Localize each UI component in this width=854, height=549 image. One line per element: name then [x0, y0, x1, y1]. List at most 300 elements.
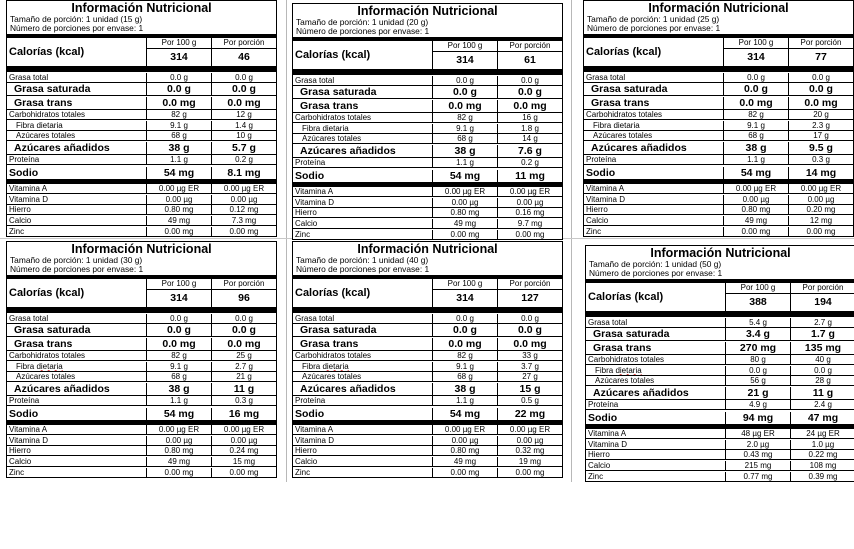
nutrient-row-sugars [293, 372, 562, 383]
value-per-serving: 0.0 mg [211, 97, 276, 109]
value-per-100g: 49 mg [146, 457, 211, 466]
nutrient-label [584, 121, 723, 130]
value-per-100g: 270 mg [725, 342, 790, 354]
nutrition-panel [585, 245, 854, 482]
value-per-100g: 3.4 g [725, 328, 790, 340]
nutrient-label: Grasa saturada [300, 86, 377, 98]
value-per-100g: 38 g [432, 383, 497, 395]
calories-per-serving: 127 [521, 292, 539, 304]
value-per-100g: 38 g [146, 383, 211, 395]
nutrient-row-trans-fat [586, 341, 854, 355]
nutrient-row-total-fat [586, 317, 854, 328]
value-per-100g: 0.80 mg [432, 208, 497, 217]
nutrient-label: Vitamina A [588, 429, 627, 438]
calories-label: Calorías (kcal) [586, 46, 662, 58]
value-per-serving: 135 mg [790, 342, 854, 354]
nutrient-row-protein [293, 396, 562, 407]
calories-per-serving: 46 [238, 51, 250, 63]
value-per-serving: 19 mg [497, 457, 562, 466]
nutrient-row-total-fat [584, 72, 853, 83]
nutrient-label: Proteína [9, 155, 40, 164]
value-per-100g: 0.0 g [432, 86, 497, 98]
value-per-serving: 0.00 µg ER [211, 425, 276, 434]
value-per-100g: 68 g [432, 134, 497, 143]
value-per-serving: 11 g [790, 387, 854, 399]
serving-size: Tamaño de porción: 1 unidad (20 g) [296, 17, 429, 27]
nutrient-row-trans-fat [584, 96, 853, 110]
fiber-label-word: dietaria [36, 361, 63, 371]
nutrient-label: Calcio [295, 218, 318, 228]
value-per-serving: 0.0 mg [497, 338, 562, 350]
value-per-serving: 11 g [211, 383, 276, 395]
nutrient-label: Zinc [586, 227, 602, 236]
nutrient-row-total-fat [293, 313, 562, 324]
value-per-serving: 0.0 g [497, 314, 562, 323]
value-per-serving: 0.00 µg ER [788, 184, 853, 193]
value-per-100g: 48 µg ER [725, 429, 790, 438]
nutrient-row-iron [293, 208, 562, 219]
nutrient-row-total-fat [7, 72, 276, 83]
value-per-100g: 0.00 µg [432, 198, 497, 207]
nutrient-row-added-sugars [584, 141, 853, 155]
nutrient-row-carbs [584, 110, 853, 121]
nutrient-label [7, 121, 146, 130]
value-per-serving: 47 mg [790, 412, 854, 424]
fiber-label-prefix: Fibra [302, 361, 323, 371]
nutrient-row-calcium [584, 215, 853, 226]
value-per-serving: 14 g [497, 134, 562, 143]
value-per-100g: 215 mg [725, 461, 790, 470]
nutrient-label: Grasa total [588, 317, 628, 327]
nutrient-row-vitamin-d [7, 194, 276, 205]
value-per-serving: 0.0 g [788, 83, 853, 95]
nutrition-panel [6, 241, 277, 478]
value-per-100g: 0.0 mg [146, 338, 211, 350]
value-per-100g: 5.4 g [725, 318, 790, 327]
nutrient-label: Grasa total [295, 313, 335, 323]
value-per-serving: 0.0 mg [788, 97, 853, 109]
value-per-serving: 0.32 mg [497, 446, 562, 455]
value-per-serving: 0.00 mg [497, 230, 562, 239]
value-per-100g: 9.1 g [432, 124, 497, 133]
nutrient-row-total-fat [7, 313, 276, 324]
value-per-100g: 1.1 g [432, 158, 497, 167]
value-per-100g: 0.0 mg [723, 97, 788, 109]
nutrient-row-saturated-fat [584, 83, 853, 97]
calories-label: Calorías (kcal) [295, 49, 371, 61]
fiber-label-word: dietaria [613, 120, 640, 130]
nutrient-label: Grasa total [295, 75, 335, 85]
nutrient-row-calcium [293, 456, 562, 467]
nutrient-row-saturated-fat [7, 83, 276, 97]
nutrient-label: Azúcares añadidos [300, 382, 396, 395]
panel-title: Información Nutricional [650, 246, 791, 260]
value-per-100g: 0.0 g [723, 83, 788, 95]
value-per-serving: 1.4 g [211, 121, 276, 130]
value-per-serving: 9.7 mg [497, 219, 562, 228]
nutrient-label: Hierro [588, 450, 610, 459]
value-per-serving: 0.0 g [211, 324, 276, 336]
nutrient-label: Grasa saturada [591, 83, 668, 95]
value-per-100g: 0.00 µg ER [146, 184, 211, 193]
nutrient-row-sodium [293, 406, 562, 420]
value-per-100g: 94 mg [725, 412, 790, 424]
nutrient-row-fiber [293, 361, 562, 372]
nutrient-label: Grasa trans [591, 96, 650, 109]
nutrient-label: Proteína [9, 396, 40, 405]
nutrient-label: Vitamina A [295, 425, 334, 434]
nutrient-label: Grasa total [9, 72, 49, 82]
nutrient-label: Grasa saturada [300, 324, 377, 336]
value-per-100g: 0.00 µg ER [432, 187, 497, 196]
nutrient-label: Grasa saturada [14, 83, 91, 95]
value-per-100g: 82 g [723, 110, 788, 119]
value-per-100g: 49 mg [432, 457, 497, 466]
value-per-100g: 49 mg [723, 216, 788, 225]
value-per-100g: 0.00 µg [146, 436, 211, 445]
nutrient-label: Vitamina D [295, 435, 334, 445]
calories-per-100g: 388 [749, 296, 767, 308]
serving-size: Tamaño de porción: 1 unidad (25 g) [587, 14, 720, 24]
value-per-serving: 0.0 g [788, 73, 853, 82]
value-per-serving: 0.0 g [497, 86, 562, 98]
value-per-100g: 49 mg [432, 219, 497, 228]
value-per-serving: 0.00 µg ER [211, 184, 276, 193]
value-per-serving: 2.4 g [790, 400, 854, 409]
nutrient-row-carbs [293, 351, 562, 362]
value-per-serving: 14 mg [788, 167, 853, 179]
value-per-serving: 12 mg [788, 216, 853, 225]
calories-per-serving: 77 [815, 51, 827, 63]
calories-per-100g: 314 [456, 54, 474, 66]
value-per-100g: 9.1 g [146, 121, 211, 130]
nutrient-row-sodium [584, 165, 853, 179]
nutrient-label: Vitamina D [9, 435, 48, 445]
nutrient-label: Zinc [588, 472, 604, 481]
calories-label: Calorías (kcal) [588, 291, 664, 303]
header-per-serving: Por porción [498, 279, 562, 290]
panel-title: Información Nutricional [71, 1, 212, 15]
nutrient-row-zinc [7, 467, 276, 478]
nutrient-label: Grasa saturada [14, 324, 91, 336]
nutrient-row-sodium [586, 410, 854, 424]
nutrient-label [7, 362, 146, 371]
nutrient-row-added-sugars [293, 382, 562, 396]
nutrient-row-sugars [584, 131, 853, 142]
servings-per-container: Número de porciones por envase: 1 [296, 26, 430, 36]
nutrient-row-vitamin-d [586, 439, 854, 450]
nutrient-label: Carbohidratos totales [9, 351, 86, 360]
value-per-100g: 1.1 g [146, 155, 211, 164]
value-per-100g: 0.0 mg [432, 338, 497, 350]
nutrient-row-trans-fat [293, 337, 562, 351]
nutrient-label: Grasa trans [14, 337, 73, 350]
value-per-serving: 0.00 µg [211, 436, 276, 445]
nutrient-row-fiber [293, 123, 562, 134]
header-per-100g: Por 100 g [724, 38, 788, 49]
serving-size: Tamaño de porción: 1 unidad (30 g) [10, 255, 143, 265]
value-per-100g: 54 mg [432, 170, 497, 182]
value-per-100g: 0.77 mg [725, 472, 790, 481]
value-per-serving: 0.0 g [211, 73, 276, 82]
calories-label: Calorías (kcal) [9, 287, 85, 299]
value-per-100g: 82 g [146, 110, 211, 119]
nutrient-row-vitamin-a [293, 187, 562, 198]
value-per-serving: 27 g [497, 372, 562, 381]
nutrient-label: Hierro [295, 208, 317, 217]
nutrient-row-vitamin-a [7, 425, 276, 436]
nutrient-label: Zinc [295, 468, 311, 477]
panel-title: Información Nutricional [357, 242, 498, 256]
value-per-100g: 1.1 g [432, 396, 497, 405]
value-per-serving: 1.0 µg [790, 440, 854, 449]
value-per-serving: 0.16 mg [497, 208, 562, 217]
value-per-100g: 0.80 mg [146, 446, 211, 455]
nutrient-row-fiber [7, 120, 276, 131]
value-per-serving: 0.20 mg [788, 205, 853, 214]
value-per-100g: 82 g [432, 113, 497, 122]
calories-row [586, 283, 854, 312]
value-per-serving: 0.12 mg [211, 205, 276, 214]
value-per-serving: 1.7 g [790, 328, 854, 340]
value-per-serving: 0.5 g [497, 396, 562, 405]
nutrient-label: Sodio [586, 166, 616, 179]
nutrient-row-vitamin-d [293, 435, 562, 446]
panel-title: Información Nutricional [357, 4, 498, 18]
calories-per-serving: 96 [238, 292, 250, 304]
nutrient-label: Grasa trans [14, 96, 73, 109]
nutrient-row-zinc [293, 229, 562, 240]
nutrient-label: Hierro [586, 205, 608, 214]
calories-per-100g: 314 [747, 51, 765, 63]
value-per-100g: 0.00 µg ER [432, 425, 497, 434]
value-per-serving: 0.0 g [790, 366, 854, 375]
value-per-100g: 0.0 g [432, 314, 497, 323]
value-per-100g: 38 g [723, 142, 788, 154]
nutrient-label: Calcio [586, 215, 609, 225]
serving-size: Tamaño de porción: 1 unidad (50 g) [589, 259, 722, 269]
value-per-serving: 0.00 µg [788, 195, 853, 204]
value-per-serving: 11 mg [497, 170, 562, 182]
value-per-100g: 68 g [146, 131, 211, 140]
calories-per-100g: 314 [170, 292, 188, 304]
nutrient-row-sugars [7, 131, 276, 142]
nutrient-label: Grasa total [9, 313, 49, 323]
value-per-serving: 0.00 µg [211, 195, 276, 204]
calories-per-100g: 314 [456, 292, 474, 304]
value-per-serving: 15 g [497, 383, 562, 395]
fiber-label-prefix: Fibra [16, 120, 37, 130]
value-per-100g: 9.1 g [432, 362, 497, 371]
value-per-serving: 20 g [788, 110, 853, 119]
servings-per-container: Número de porciones por envase: 1 [10, 23, 144, 33]
nutrient-row-sodium [293, 168, 562, 182]
value-per-100g: 68 g [723, 131, 788, 140]
value-per-100g: 54 mg [146, 408, 211, 420]
value-per-serving: 0.00 mg [211, 227, 276, 236]
nutrient-label: Vitamina A [9, 184, 48, 193]
nutrient-label: Azúcares totales [302, 372, 362, 381]
value-per-100g: 0.00 µg [723, 195, 788, 204]
value-per-serving: 0.3 g [211, 396, 276, 405]
nutrient-label: Calcio [588, 460, 611, 470]
nutrient-label: Zinc [9, 468, 25, 477]
nutrition-panel [292, 241, 563, 478]
value-per-serving: 0.00 µg [497, 436, 562, 445]
header-per-serving: Por porción [498, 41, 562, 52]
value-per-serving: 7.6 g [497, 145, 562, 157]
value-per-serving: 0.39 mg [790, 472, 854, 481]
nutrient-label: Proteína [586, 155, 617, 164]
nutrient-label: Sodio [9, 407, 39, 420]
nutrient-row-protein [293, 158, 562, 169]
value-per-100g: 0.00 mg [146, 468, 211, 477]
nutrient-label: Calcio [9, 456, 32, 466]
fiber-label-word: dietaria [322, 361, 349, 371]
nutrient-row-saturated-fat [293, 86, 562, 100]
value-per-100g: 0.0 g [146, 324, 211, 336]
value-per-serving: 0.0 g [497, 76, 562, 85]
value-per-100g: 0.00 mg [723, 227, 788, 236]
value-per-serving: 0.0 g [211, 314, 276, 323]
nutrient-label: Azúcares totales [16, 372, 76, 381]
value-per-100g: 0.00 mg [432, 468, 497, 477]
value-per-100g: 0.0 g [146, 314, 211, 323]
value-per-100g: 0.43 mg [725, 450, 790, 459]
nutrient-row-saturated-fat [586, 328, 854, 342]
calories-row [293, 41, 562, 70]
value-per-100g: 82 g [432, 351, 497, 360]
value-per-100g: 0.0 g [146, 83, 211, 95]
value-per-serving: 1.8 g [497, 124, 562, 133]
nutrient-label: Hierro [9, 446, 31, 455]
nutrient-row-carbs [7, 351, 276, 362]
value-per-serving: 33 g [497, 351, 562, 360]
nutrient-row-calcium [7, 456, 276, 467]
nutrient-row-carbs [293, 113, 562, 124]
fiber-label-word: dietaria [322, 123, 349, 133]
value-per-serving: 0.0 g [211, 83, 276, 95]
value-per-100g: 49 mg [146, 216, 211, 225]
header-per-serving: Por porción [212, 279, 276, 290]
value-per-serving: 0.00 µg [497, 198, 562, 207]
servings-per-container: Número de porciones por envase: 1 [589, 268, 723, 278]
nutrient-row-trans-fat [293, 99, 562, 113]
value-per-serving: 10 g [211, 131, 276, 140]
value-per-100g: 0.00 µg [146, 195, 211, 204]
value-per-serving: 24 µg ER [790, 429, 854, 438]
value-per-serving: 0.2 g [211, 155, 276, 164]
value-per-serving: 0.00 µg ER [497, 425, 562, 434]
nutrient-row-protein [7, 155, 276, 166]
nutrient-label: Azúcares añadidos [593, 386, 689, 399]
value-per-serving: 0.00 µg ER [497, 187, 562, 196]
value-per-serving: 22 mg [497, 408, 562, 420]
nutrient-row-zinc [293, 467, 562, 478]
nutrient-label: Hierro [295, 446, 317, 455]
nutrient-row-vitamin-a [7, 184, 276, 195]
value-per-100g: 0.80 mg [146, 205, 211, 214]
nutrient-row-added-sugars [293, 144, 562, 158]
value-per-100g: 0.00 mg [146, 227, 211, 236]
panel-title: Información Nutricional [71, 242, 212, 256]
grid-divider [571, 0, 572, 482]
nutrient-row-iron [7, 205, 276, 216]
value-per-serving: 25 g [211, 351, 276, 360]
value-per-serving: 0.0 mg [211, 338, 276, 350]
header-per-serving: Por porción [789, 38, 853, 49]
value-per-100g: 82 g [146, 351, 211, 360]
value-per-100g: 54 mg [723, 167, 788, 179]
value-per-100g: 0.0 mg [146, 97, 211, 109]
nutrient-label [293, 362, 432, 371]
nutrient-label: Proteína [295, 396, 326, 405]
value-per-serving: 16 mg [211, 408, 276, 420]
nutrient-row-added-sugars [586, 386, 854, 400]
value-per-100g: 0.80 mg [723, 205, 788, 214]
value-per-serving: 17 g [788, 131, 853, 140]
nutrient-label: Vitamina D [586, 194, 625, 204]
nutrient-row-iron [586, 450, 854, 461]
nutrient-row-carbs [586, 355, 854, 366]
nutrient-label: Calcio [295, 456, 318, 466]
value-per-100g: 9.1 g [146, 362, 211, 371]
value-per-100g: 0.00 µg [432, 436, 497, 445]
value-per-100g: 54 mg [146, 167, 211, 179]
value-per-serving: 9.5 g [788, 142, 853, 154]
nutrient-label: Azúcares añadidos [300, 144, 396, 157]
value-per-serving: 2.7 g [790, 318, 854, 327]
value-per-serving: 0.24 mg [211, 446, 276, 455]
calories-per-serving: 194 [814, 296, 832, 308]
value-per-100g: 0.00 µg ER [146, 425, 211, 434]
nutrient-row-trans-fat [7, 96, 276, 110]
nutrient-row-sodium [7, 165, 276, 179]
nutrient-row-total-fat [293, 75, 562, 86]
value-per-100g: 38 g [432, 145, 497, 157]
value-per-serving: 108 mg [790, 461, 854, 470]
header-per-100g: Por 100 g [726, 283, 790, 294]
servings-per-container: Número de porciones por envase: 1 [296, 264, 430, 274]
value-per-serving: 21 g [211, 372, 276, 381]
nutrient-label: Carbohidratos totales [588, 355, 665, 364]
value-per-100g: 0.00 mg [432, 230, 497, 239]
nutrient-row-calcium [586, 460, 854, 471]
value-per-100g: 54 mg [432, 408, 497, 420]
nutrient-label: Sodio [9, 166, 39, 179]
nutrient-row-calcium [293, 218, 562, 229]
header-per-100g: Por 100 g [433, 41, 497, 52]
nutrient-label: Vitamina D [9, 194, 48, 204]
nutrition-panel [292, 3, 563, 240]
header-per-serving: Por porción [212, 38, 276, 49]
nutrient-label: Azúcares añadidos [591, 141, 687, 154]
nutrient-label: Vitamina A [586, 184, 625, 193]
serving-size: Tamaño de porción: 1 unidad (40 g) [296, 255, 429, 265]
nutrient-row-vitamin-a [586, 429, 854, 440]
nutrient-row-carbs [7, 110, 276, 121]
nutrient-label: Grasa saturada [593, 328, 670, 340]
value-per-serving: 0.0 g [497, 324, 562, 336]
nutrient-row-saturated-fat [7, 324, 276, 338]
value-per-100g: 1.1 g [146, 396, 211, 405]
nutrient-row-trans-fat [7, 337, 276, 351]
fiber-label-prefix: Fibra [593, 120, 614, 130]
nutrient-label: Carbohidratos totales [586, 110, 663, 119]
value-per-serving: 8.1 mg [211, 167, 276, 179]
value-per-100g: 0.0 g [725, 366, 790, 375]
nutrient-label: Vitamina A [295, 187, 334, 196]
